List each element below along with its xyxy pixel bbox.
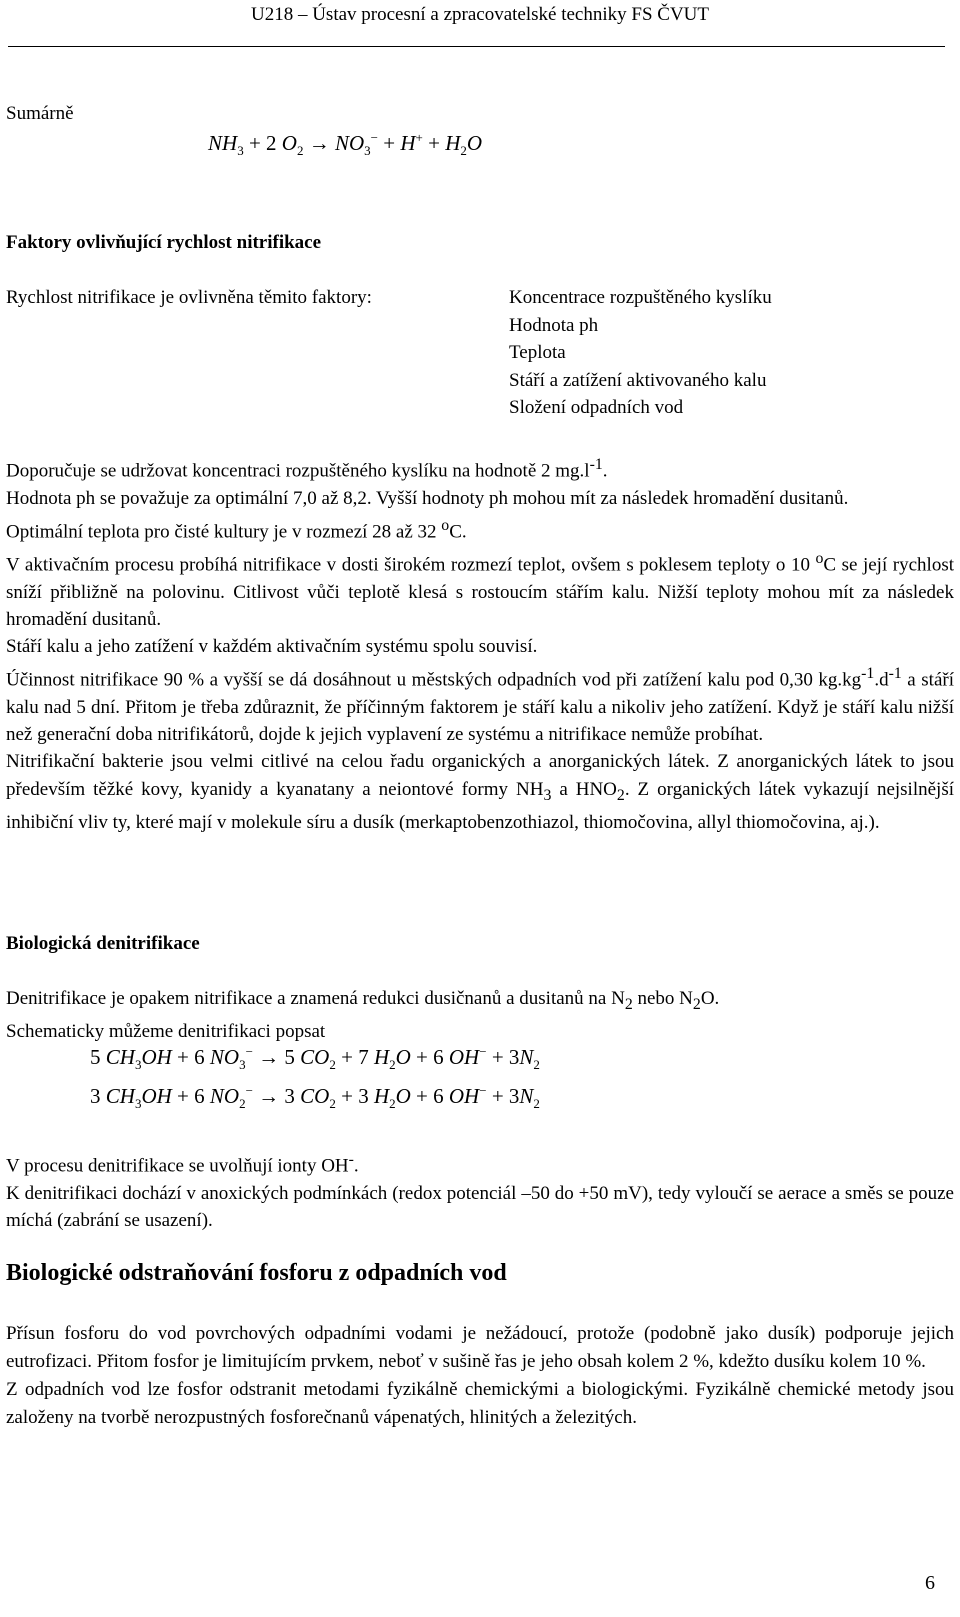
paragraph-efficiency: Účinnost nitrifikace 90 % a vyšší se dá dosáhnout u městských odpadních vod při zatížení kalu pod 0,30 $kg.kg^{-1}.d^{-1}$ a stáří kalu nad 5 dní. Přitom je třeba zdůraznit, že příčinným faktorem je stáří kalu a nikoliv jeho zatížení. Když je stáří kalu nižší než generační doba nitrifikátorů, dojde k jejich vyplavení ze systému a nitrifikace nemůže probíhat.	[6, 665, 954, 746]
paragraph-temperature-effect: V aktivačním procesu probíhá nitrifikace v dosti širokém rozmezí teplot, ovšem s poklesem teploty o 10 $^o$C se její rychlost sníží přibližně na polovinu. Citlivost vůči teplotě klesá s rostoucím stářím kalu. Nižší teploty mohou mít za následek hromadění dusitanů.	[6, 550, 954, 630]
list-item: Složení odpadních vod	[509, 397, 684, 418]
paragraph-optimal-temperature: Optimální teplota pro čisté kultury je v rozmezí 28 až 32 $^o$C.	[6, 516, 467, 543]
equation-denitrification-nitrate: 5 $CH_3OH + 6$ $NO_3^- \to 5$ $CO_2 + 7$ $H_2O + 6$ $OH^- + 3N_2$	[90, 1044, 540, 1073]
list-item: Stáří a zatížení aktivovaného kalu	[509, 369, 767, 391]
factors-intro: Rychlost nitrifikace je ovlivněna těmito faktory:	[6, 287, 372, 308]
paragraph-denitrification-definition: Denitrifikace je opakem nitrifikace a znamená redukci dusičnanů a dusitanů na $N_2$ nebo $N_2O$.	[6, 988, 720, 1013]
list-item: Teplota	[509, 342, 566, 363]
factors-list	[509, 284, 929, 422]
paragraph-sludge-age: Stáří kalu a jeho zatížení v každém aktivačním systému spolu souvisí.	[6, 636, 538, 658]
section-heading-phosphorus: Biologické odstraňování fosforu z odpadních vod	[6, 1260, 507, 1286]
equation-nitrification-summary: $NH_3 + 2$ $O_2 \to NO_3^- + H^+ + H_2O$	[208, 130, 483, 159]
paragraph-inhibitors: Nitrifikační bakterie jsou velmi citlivé na celou řadu organických a anorganických látek. Z anorganických látek to jsou především těžké kovy, kyanidy a kyanatany a neiontové formy $NH_3$ a $HNO_2$. Z organických látek vykazují nejsilnější inhibiční vliv ty, které mají v molekule síru a dusík (merkaptobenzothiazol, thiomočovina, allyl thiomočovina, aj.).	[6, 751, 954, 833]
paragraph-oh-ions: V procesu denitrifikace se uvolňují ionty OH-.	[6, 1151, 359, 1177]
paragraph-phosphorus-removal: Z odpadních vod lze fosfor odstranit metodami fyzikálně chemickými a biologickými. Fyzikálně chemické metody jsou založeny na tvorbě nerozpustných fosforečnanů vápenatých, hlinitých a železitých.	[6, 1379, 954, 1428]
paragraph-ph: Hodnota ph se považuje za optimální 7,0 až 8,2. Vyšší hodnoty ph mohou mít za následek hromadění dusitanů.	[6, 487, 849, 509]
phosphorus-body	[6, 1320, 954, 1432]
list-item: Hodnota ph	[509, 314, 599, 336]
list-item: Koncentrace rozpuštěného kyslíku	[509, 287, 772, 308]
paragraph-anoxic: K denitrifikaci dochází v anoxických podmínkách (redox potenciál –50 do +50 mV), tedy vyloučí se aerace a směs se pouze míchá (zabrání se usazení).	[6, 1182, 954, 1232]
summary-label: Sumárně	[6, 103, 74, 124]
denitrification-intro	[6, 985, 954, 1046]
page-header: U218 – Ústav procesní a zpracovatelské techniky FS ČVUT	[250, 4, 709, 25]
paragraph-schematic: Schematicky můžeme denitrifikaci popsat	[6, 1021, 326, 1043]
paragraph-phosphorus-eutrophication: Přísun fosforu do vod povrchových odpadními vodami je nežádoucí, protože (podobně jako dusík) podporuje jejich eutrofizaci. Přitom fosfor je limitujícím prvkem, neboť v sušině řas je jeho obsah kolem 2 %, kdežto dusíku kolem 10 %.	[6, 1323, 954, 1372]
page-number: 6	[925, 1572, 935, 1594]
header-rule	[8, 46, 945, 47]
nitrification-body	[6, 451, 954, 836]
equation-denitrification-nitrite: 3 $CH_3OH + 6$ $NO_2^- \to 3$ $CO_2 + 3$ $H_2O + 6$ $OH^- + 3N_2$	[90, 1083, 540, 1112]
denitrification-body	[6, 1146, 954, 1235]
paragraph-oxygen: Doporučuje se udržovat koncentraci rozpuštěného kyslíku na hodnotě 2 $mg.l^{-1}$.	[6, 456, 608, 482]
section-heading-denitrification: Biologická denitrifikace	[6, 933, 200, 954]
section-heading-nitrification-factors: Faktory ovlivňující rychlost nitrifikace	[6, 232, 322, 253]
